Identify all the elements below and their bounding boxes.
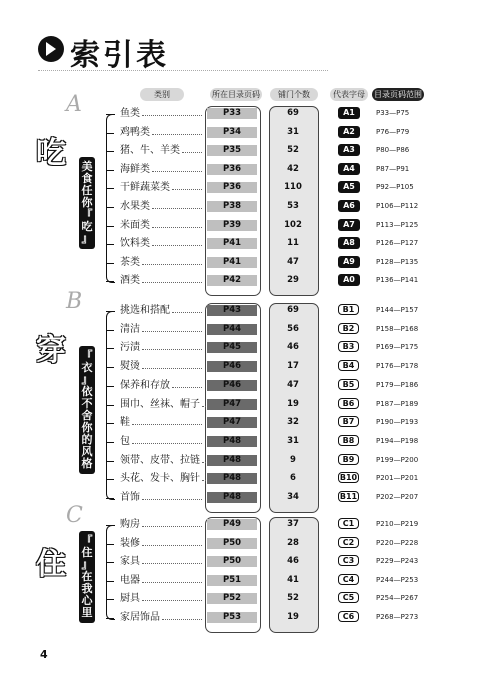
slogan-char: 格 xyxy=(81,456,93,470)
shop-count: 34 xyxy=(287,492,299,502)
header-shop-count: 铺门个数 xyxy=(270,88,318,101)
shop-count: 31 xyxy=(287,435,299,446)
category-label: 海鲜类 xyxy=(120,163,150,175)
page-ref: P49 xyxy=(207,519,257,530)
code-badge: C5 xyxy=(338,592,359,603)
section-slogan xyxy=(79,535,95,619)
shop-count: 46 xyxy=(287,556,299,567)
slogan-char: 食 xyxy=(81,171,93,185)
row-leader xyxy=(142,499,202,500)
page-ref: P43 xyxy=(207,305,257,316)
page-range: P244—P253 xyxy=(376,575,419,584)
page-ref: P42 xyxy=(207,275,257,286)
code-badge: B3 xyxy=(338,341,359,352)
code-badge: C1 xyxy=(338,518,359,529)
section-letter: A xyxy=(66,92,82,117)
page-range: P202—P207 xyxy=(376,493,419,501)
shop-count: 69 xyxy=(287,108,299,118)
page-range: P194—P198 xyxy=(376,436,419,445)
row-leader xyxy=(142,368,202,369)
category-label: 干鲜蔬菜类 xyxy=(120,182,170,194)
page-ref: P48 xyxy=(207,473,257,484)
page-range: P201—P201 xyxy=(376,474,419,483)
code-badge: B1 xyxy=(338,304,359,315)
page-ref: P34 xyxy=(207,127,257,138)
page-ref: P38 xyxy=(207,201,257,212)
category-label: 污渍 xyxy=(120,342,140,354)
code-badge: A9 xyxy=(338,256,360,268)
page-range: P33—P75 xyxy=(376,109,410,117)
category-label: 清洁 xyxy=(120,323,140,335)
page-range: P144—P157 xyxy=(376,306,419,314)
row-tick xyxy=(106,151,114,152)
section-big-char: 吃 xyxy=(36,136,66,171)
shop-count: 9 xyxy=(290,454,296,465)
page-range: P199—P200 xyxy=(376,455,419,464)
slogan-char: 』 xyxy=(81,557,93,571)
code-badge: A2 xyxy=(338,126,360,138)
page-ref: P46 xyxy=(207,361,257,372)
row-tick xyxy=(106,599,114,600)
page-range: P210—P219 xyxy=(376,520,419,528)
row-leader xyxy=(202,480,206,481)
page-ref: P48 xyxy=(207,436,257,447)
page-ref: P53 xyxy=(207,612,257,623)
row-tick xyxy=(106,544,114,545)
page-ref: P45 xyxy=(207,342,257,353)
row-leader xyxy=(202,406,206,407)
page-range: P220—P228 xyxy=(376,538,419,547)
page-ref: P50 xyxy=(207,538,257,549)
category-label: 茶类 xyxy=(120,256,140,268)
page-range: P113—P125 xyxy=(376,220,419,229)
header-page-index: 目录页码范围 xyxy=(374,90,422,99)
row-leader xyxy=(142,115,202,116)
row-leader xyxy=(172,312,202,313)
category-label: 水果类 xyxy=(120,201,150,212)
slogan-char: 『 xyxy=(81,348,93,362)
row-leader xyxy=(142,563,202,564)
shop-count: 42 xyxy=(287,163,299,174)
shop-count: 52 xyxy=(287,593,299,604)
code-badge: A1 xyxy=(338,107,360,119)
row-tick xyxy=(106,133,114,134)
shop-count: 37 xyxy=(287,519,299,529)
page-ref: P41 xyxy=(207,238,257,249)
slogan-char: 你 xyxy=(81,195,93,209)
category-label: 挑选和搭配 xyxy=(120,305,170,316)
row-tick xyxy=(106,618,114,619)
section-letter: C xyxy=(66,503,83,528)
page-range: P80—P86 xyxy=(376,146,410,155)
row-tick xyxy=(106,188,114,189)
code-badge: B5 xyxy=(338,379,359,390)
category-label: 家居饰品 xyxy=(120,612,160,623)
page-range: P128—P135 xyxy=(376,257,419,266)
slogan-char: 舍 xyxy=(81,408,93,422)
row-tick xyxy=(106,263,114,264)
slogan-char: 衣 xyxy=(81,360,93,374)
slogan-char: 我 xyxy=(81,581,93,595)
category-label: 鞋 xyxy=(120,417,130,429)
row-leader xyxy=(152,134,202,135)
code-badge: A6 xyxy=(338,200,360,212)
shop-count: 69 xyxy=(287,305,299,315)
header-code: 代表字母 xyxy=(330,88,368,101)
row-leader xyxy=(152,171,202,172)
page-ref: P36 xyxy=(207,164,257,175)
slogan-char: 『 xyxy=(81,533,93,547)
page-range: P179—P186 xyxy=(376,380,419,389)
row-tick xyxy=(106,348,114,349)
section-big-char: 住 xyxy=(36,547,66,582)
slogan-char: 住 xyxy=(81,545,93,559)
page-ref: P33 xyxy=(207,108,257,119)
shop-count: 17 xyxy=(287,361,299,372)
code-badge: B9 xyxy=(338,454,359,465)
code-badge: A7 xyxy=(338,219,360,231)
category-label: 家具 xyxy=(120,556,140,568)
code-badge: B10 xyxy=(339,473,358,483)
slogan-char: 『 xyxy=(81,207,93,221)
slogan-char: 你 xyxy=(81,420,93,434)
row-leader xyxy=(132,443,202,444)
section-slogan xyxy=(79,350,95,470)
category-label: 围巾、丝袜、帽子 xyxy=(120,398,200,410)
shop-count: 31 xyxy=(287,126,299,137)
code-badge: A0 xyxy=(338,274,360,286)
code-badge: A3 xyxy=(338,144,360,156)
section-bracket xyxy=(106,525,115,620)
shop-count: 53 xyxy=(287,201,299,211)
section-bracket xyxy=(106,311,115,500)
slogan-char: 里 xyxy=(81,605,93,619)
row-leader xyxy=(142,582,202,583)
page-range: P187—P189 xyxy=(376,399,419,408)
code-badge: B2 xyxy=(338,323,359,334)
page-ref: P44 xyxy=(207,324,257,335)
section-slogan xyxy=(79,161,95,245)
row-leader xyxy=(202,462,206,463)
slogan-char: 依 xyxy=(81,384,93,398)
shop-count: 6 xyxy=(290,473,296,484)
page-range: P92—P105 xyxy=(376,183,414,192)
page-ref: P35 xyxy=(207,145,257,156)
category-label: 电器 xyxy=(120,574,140,586)
category-label: 酒类 xyxy=(120,275,140,287)
title-divider xyxy=(38,70,328,71)
slogan-char: 任 xyxy=(81,183,93,197)
page-ref: P46 xyxy=(207,380,257,391)
row-leader xyxy=(142,349,202,350)
row-tick xyxy=(106,498,114,499)
page-range: P254—P267 xyxy=(376,594,419,603)
section-bracket xyxy=(106,114,115,283)
code-badge: B7 xyxy=(338,416,359,427)
shop-count: 32 xyxy=(287,417,299,428)
row-tick xyxy=(106,114,114,115)
row-tick xyxy=(106,207,114,208)
code-badge: C6 xyxy=(338,611,359,622)
shop-count: 52 xyxy=(287,145,299,156)
category-label: 鸡鸭类 xyxy=(120,126,150,138)
code-badge: B4 xyxy=(338,360,359,371)
row-tick xyxy=(106,525,114,526)
code-badge: B11 xyxy=(339,492,358,501)
page-ref: P52 xyxy=(207,593,257,604)
page-range: P190—P193 xyxy=(376,418,419,427)
category-label: 保养和存放 xyxy=(120,379,170,391)
code-badge: B6 xyxy=(338,398,359,409)
page-range: P126—P127 xyxy=(376,239,419,248)
category-label: 厨具 xyxy=(120,593,140,605)
category-label: 领带、皮带、拉链 xyxy=(120,454,200,466)
code-badge: A5 xyxy=(338,181,360,193)
row-tick xyxy=(106,170,114,171)
row-tick xyxy=(106,226,114,227)
row-leader xyxy=(142,526,202,527)
row-leader xyxy=(142,264,202,265)
shop-count: 110 xyxy=(284,182,302,193)
section-letter: B xyxy=(66,289,83,314)
row-tick xyxy=(106,330,114,331)
category-label: 饮料类 xyxy=(120,238,150,250)
section-big-char: 穿 xyxy=(36,333,66,368)
code-badge: C2 xyxy=(338,537,359,548)
page-ref: P47 xyxy=(207,417,257,428)
category-label: 首饰 xyxy=(120,492,140,503)
page-ref: P48 xyxy=(207,455,257,466)
header-page-range: 所在目录页码 xyxy=(212,90,260,99)
category-label: 包 xyxy=(120,435,130,447)
row-leader xyxy=(182,152,202,153)
slogan-char: 美 xyxy=(81,159,93,173)
row-leader xyxy=(142,545,202,546)
shop-count: 56 xyxy=(287,323,299,334)
row-leader xyxy=(162,619,202,620)
code-badge: B8 xyxy=(338,435,359,446)
row-tick xyxy=(106,405,114,406)
row-leader xyxy=(172,387,202,388)
row-leader xyxy=(132,424,202,425)
page-range: P106—P112 xyxy=(376,202,419,210)
slogan-char: 不 xyxy=(81,396,93,410)
slogan-char: 风 xyxy=(81,444,93,458)
shop-count: 47 xyxy=(287,256,299,267)
row-leader xyxy=(152,227,202,228)
shop-count: 29 xyxy=(287,275,299,286)
slogan-char: 』 xyxy=(81,231,93,245)
page-range: P176—P178 xyxy=(376,362,419,371)
page-range: P158—P168 xyxy=(376,324,419,333)
row-tick xyxy=(106,442,114,443)
page-ref: P48 xyxy=(207,492,257,503)
shop-count: 46 xyxy=(287,342,299,353)
row-tick xyxy=(106,461,114,462)
page-range: P268—P273 xyxy=(376,613,419,621)
page-range: P169—P175 xyxy=(376,343,419,352)
slogan-char: 吃 xyxy=(81,219,93,233)
shop-count: 47 xyxy=(287,379,299,390)
row-tick xyxy=(106,562,114,563)
page-ref: P39 xyxy=(207,220,257,231)
row-leader xyxy=(172,189,202,190)
slogan-char: 在 xyxy=(81,569,93,583)
slogan-char: 』 xyxy=(81,372,93,386)
row-leader xyxy=(152,245,202,246)
slogan-char: 的 xyxy=(81,432,93,446)
slogan-char: 心 xyxy=(81,593,93,607)
category-label: 头花、发卡、胸针 xyxy=(120,473,200,485)
category-label: 熨烫 xyxy=(120,361,140,373)
row-tick xyxy=(106,423,114,424)
header-category: 类别 xyxy=(140,88,184,101)
category-label: 猪、牛、羊类 xyxy=(120,145,180,157)
row-tick xyxy=(106,281,114,282)
row-tick xyxy=(106,479,114,480)
category-label: 购房 xyxy=(120,519,140,530)
category-label: 米面类 xyxy=(120,219,150,231)
row-tick xyxy=(106,581,114,582)
row-tick xyxy=(106,244,114,245)
row-leader xyxy=(142,600,202,601)
shop-count: 41 xyxy=(287,574,299,585)
row-tick xyxy=(106,311,114,312)
page-ref: P50 xyxy=(207,556,257,567)
page-number: 4 xyxy=(40,648,48,661)
page-title: 索引表 xyxy=(70,38,169,73)
page-range: P87—P91 xyxy=(376,164,410,173)
page-range: P136—P141 xyxy=(376,276,419,285)
row-tick xyxy=(106,367,114,368)
page-ref: P51 xyxy=(207,575,257,586)
shop-count: 28 xyxy=(287,537,299,548)
page-ref: P41 xyxy=(207,257,257,268)
row-leader xyxy=(142,331,202,332)
code-badge: A4 xyxy=(338,163,360,175)
page-ref: P36 xyxy=(207,182,257,193)
page-range: P229—P243 xyxy=(376,557,419,566)
page-ref: P47 xyxy=(207,399,257,410)
row-leader xyxy=(142,282,202,283)
category-label: 鱼类 xyxy=(120,108,140,119)
shop-count: 19 xyxy=(287,398,299,409)
code-badge: C4 xyxy=(338,574,359,585)
shop-count: 11 xyxy=(287,238,299,249)
row-tick xyxy=(106,386,114,387)
category-label: 装修 xyxy=(120,537,140,549)
row-leader xyxy=(152,208,202,209)
shop-count: 102 xyxy=(284,219,302,230)
code-badge: C3 xyxy=(338,555,359,566)
play-circle-icon xyxy=(38,36,64,62)
code-badge: A8 xyxy=(338,237,360,249)
shop-count: 19 xyxy=(287,612,299,622)
page-range: P76—P79 xyxy=(376,127,410,136)
